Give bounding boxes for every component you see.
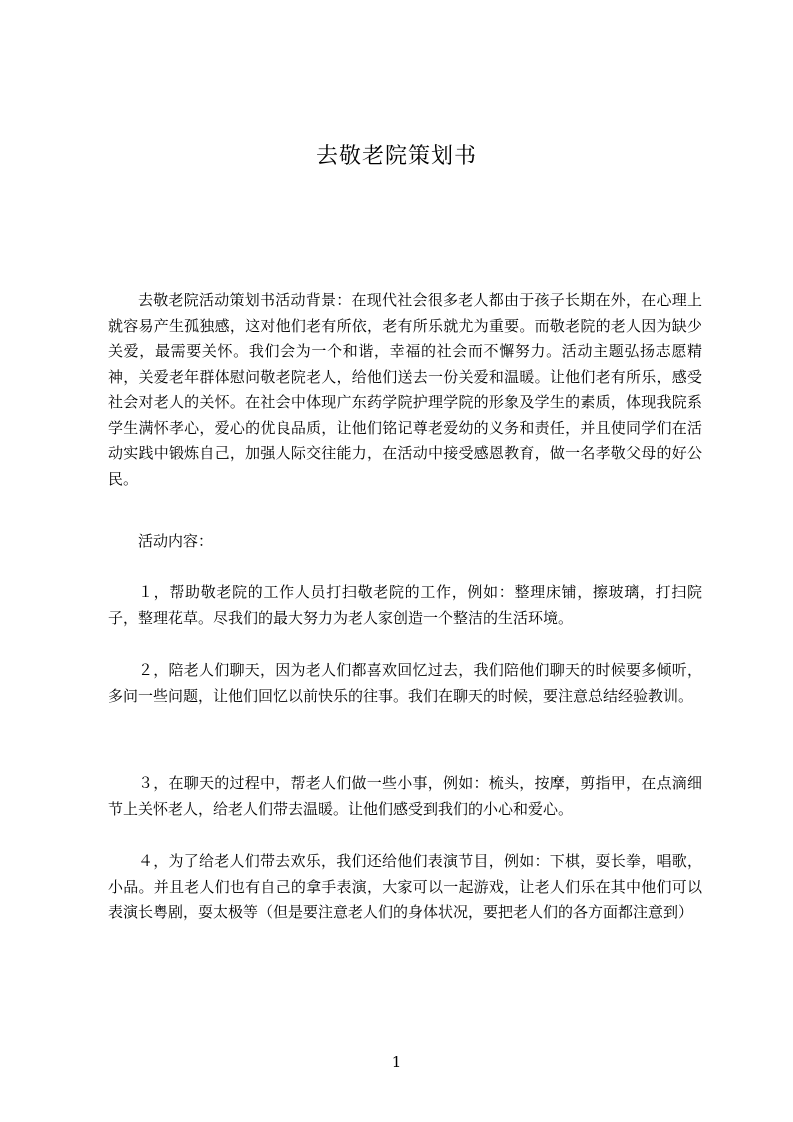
content-item-3: ３，在聊天的过程中，帮老人们做一些小事，例如：梳头，按摩，剪指甲，在点滴细节上关怀老人，给老人们带去温暖。让他们感受到我们的小心和爱心。 (108, 774, 702, 818)
content-item-4: ４，为了给老人们带去欢乐，我们还给他们表演节目，例如：下棋，耍长拳，唱歌，小品。并且老人们也有自己的拿手表演，大家可以一起游戏，让老人们乐在其中他们可以表演长粤剧，耍太极等（但是要注意老人们的身体状况，要把老人们的各方面都注意到） (108, 852, 702, 921)
page-number: 1 (391, 1053, 402, 1071)
section-heading: 活动内容： (138, 532, 214, 550)
content-item-2: ２，陪老人们聊天，因为老人们都喜欢回忆过去，我们陪他们聊天的时候要多倾听，多问一些问题，让他们回忆以前快乐的往事。我们在聊天的时候，要注意总结经验教训。 (108, 661, 702, 705)
document-title: 去敬老院策划书 (315, 144, 477, 169)
intro-paragraph: 去敬老院活动策划书活动背景：在现代社会很多老人都由于孩子长期在外，在心理上就容易产生孤独感，这对他们老有所依，老有所乐就尤为重要。而敬老院的老人因为缺少关爱，最需要关怀。我们会为一个和谐，幸福的社会而不懈努力。活动主题弘扬志愿精神，关爱老年群体慰问敬老院老人，给他们送去一份关爱和温暖。让他们老有所乐，感受社会对老人的关怀。在社会中体现广东药学院护理学院的形象及学生的素质，体现我院系学生满怀孝心，爱心的优良品质，让他们铭记尊老爱幼的义务和责任，并且使同学们在活动实践中锻炼自己，加强人际交往能力，在活动中接受感恩教育，做一名孝敬父母的好公民。 (108, 291, 702, 488)
content-item-1: １，帮助敬老院的工作人员打扫敬老院的工作，例如：整理床铺，擦玻璃，打扫院子，整理花草。尽我们的最大努力为老人家创造一个整洁的生活环境。 (108, 583, 702, 627)
